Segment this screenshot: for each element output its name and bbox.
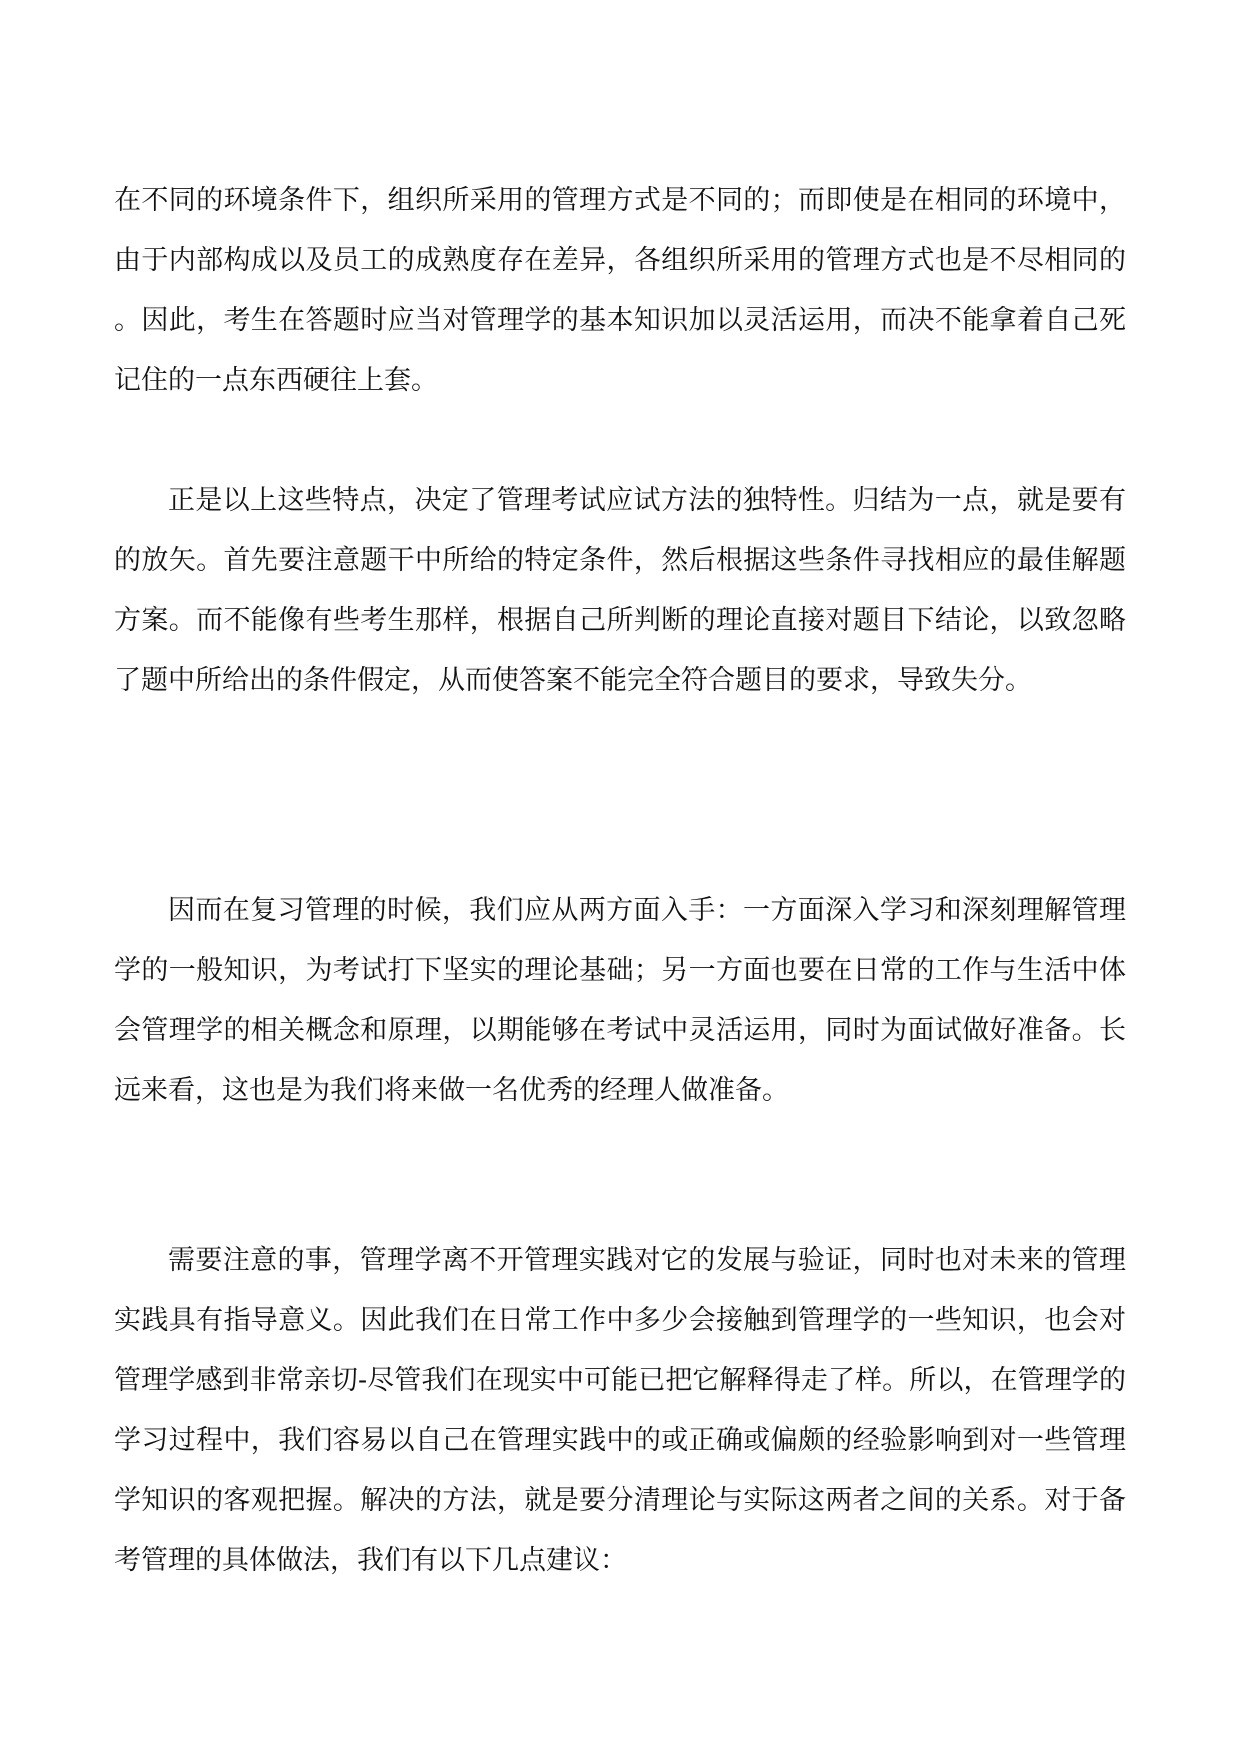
paragraph-1: 在不同的环境条件下，组织所采用的管理方式是不同的；而即使是在相同的环境中，由于内部构成以及员工的成熟度存在差异，各组织所采用的管理方式也是不尽相同的。因此，考生在答题时应当对管理学的基本知识加以灵活运用，而决不能拿着自己死记住的一点东西硬往上套。 [114,185,1126,396]
paragraph-4: 需要注意的事，管理学离不开管理实践对它的发展与验证，同时也对未来的管理实践具有指导意义。因此我们在日常工作中多少会接触到管理学的一些知识，也会对管理学感到非常亲切-尽管我们在现实中可能已把它解释得走了样。所以，在管理学的学习过程中，我们容易以自己在管理实践中的或正确或偏颇的经验影响到对一些管理学知识的客观把握。解决的方法，就是要分清理论与实际这两者之间的关系。对于备考管理的具体做法，我们有以下几点建议： [114,1245,1126,1576]
paragraph-2: 正是以上这些特点，决定了管理考试应试方法的独特性。归结为一点，就是要有的放矢。首先要注意题干中所给的特定条件，然后根据这些条件寻找相应的最佳解题方案。而不能像有些考生那样，根据自己所判断的理论直接对题目下结论，以致忽略了题中所给出的条件假定，从而使答案不能完全符合题目的要求，导致失分。 [114,485,1126,696]
paragraph-3: 因而在复习管理的时候，我们应从两方面入手：一方面深入学习和深刻理解管理学的一般知识，为考试打下坚实的理论基础；另一方面也要在日常的工作与生活中体会管理学的相关概念和原理，以期能够在考试中灵活运用，同时为面试做好准备。长远来看，这也是为我们将来做一名优秀的经理人做准备。 [114,895,1126,1106]
